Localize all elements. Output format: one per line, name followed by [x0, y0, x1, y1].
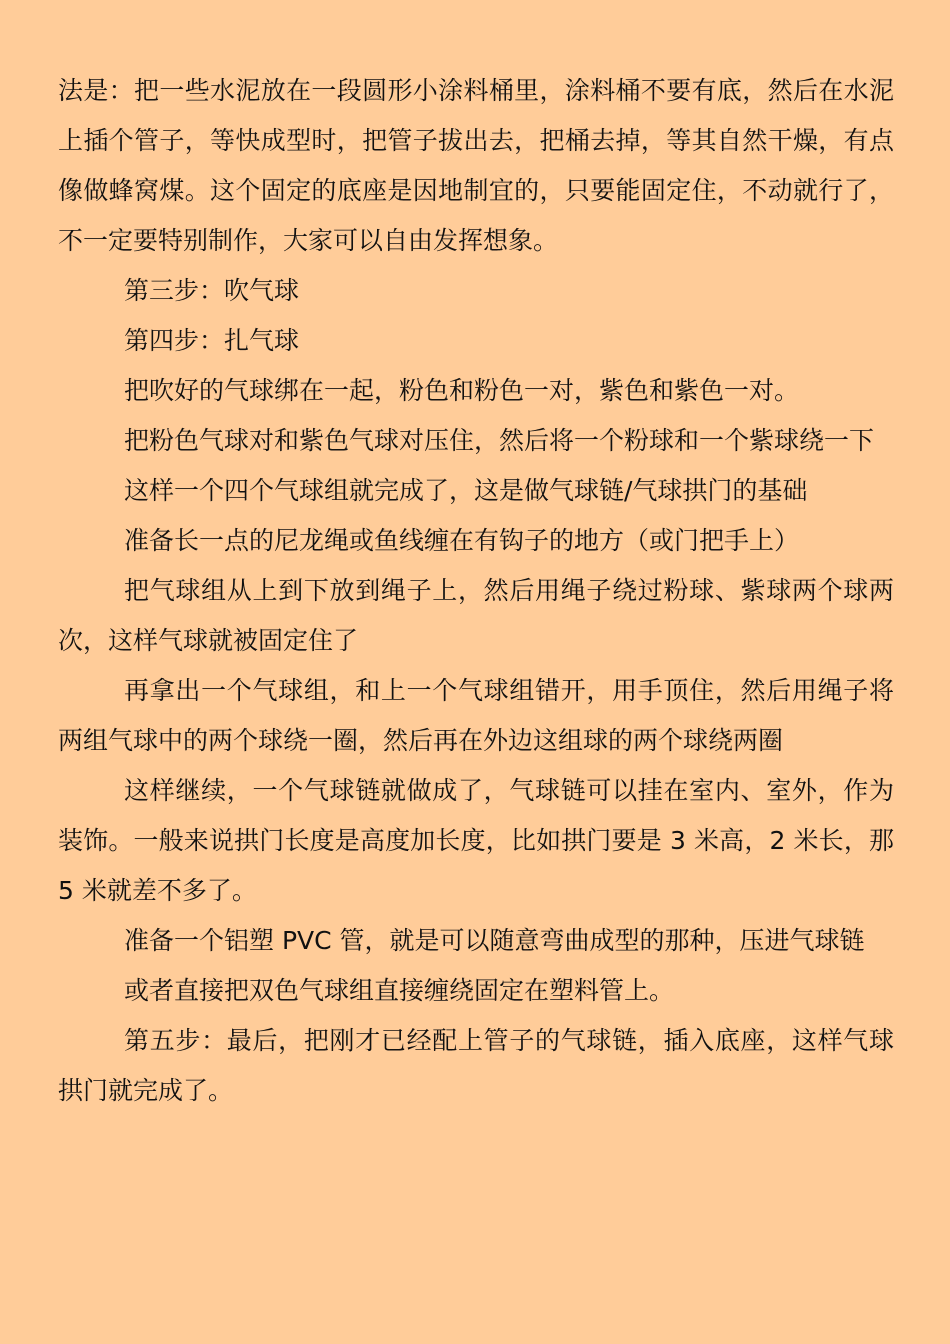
paragraph-prepare-rope: 准备长一点的尼龙绳或鱼线缠在有钩子的地方（或门把手上） [124, 526, 800, 555]
paragraph-next-group: 再拿出一个气球组，和上一个气球组错开，用手顶住，然后用绳子将两组气球中的两个球绕一圈，然后再在外边这组球的两个球绕两圈 [58, 676, 894, 755]
paragraph-continue-chain: 这样继续，一个气球链就做成了，气球链可以挂在室内、室外，作为装饰。一般来说拱门长度是高度加长度，比如拱门要是 3 米高，2 米长，那 5 米就差不多了。 [58, 776, 894, 905]
paragraph-wrap-alternative: 或者直接把双色气球组直接缠绕固定在塑料管上。 [124, 976, 675, 1005]
paragraph-pvc-pipe: 准备一个铝塑 PVC 管，就是可以随意弯曲成型的那种，压进气球链 [124, 926, 865, 955]
paragraph-continuation: 法是：把一些水泥放在一段圆形小涂料桶里，涂料桶不要有底，然后在水泥上插个管子，等快成型时，把管子拔出去，把桶去掉，等其自然干燥，有点像做蜂窝煤。这个固定的底座是因地制宜的，只要能固定住，不动就行了，不一定要特别制作，大家可以自由发挥想象。 [58, 76, 894, 255]
paragraph-press-pairs: 把粉色气球对和紫色气球对压住，然后将一个粉球和一个紫球绕一下 [124, 426, 875, 455]
paragraph-step-five: 第五步：最后，把刚才已经配上管子的气球链，插入底座，这样气球拱门就完成了。 [58, 1026, 894, 1105]
paragraph-thread-groups: 把气球组从上到下放到绳子上，然后用绳子绕过粉球、紫球两个球两次，这样气球就被固定住了 [58, 576, 894, 655]
paragraph-tie-balloons: 把吹好的气球绑在一起，粉色和粉色一对，紫色和紫色一对。 [124, 376, 800, 405]
paragraph-step-four: 第四步：扎气球 [124, 326, 300, 355]
paragraph-four-balloon-group: 这样一个四个气球组就完成了，这是做气球链/气球拱门的基础 [124, 476, 808, 505]
paragraph-step-three: 第三步：吹气球 [124, 276, 300, 305]
document-body [58, 66, 894, 1116]
